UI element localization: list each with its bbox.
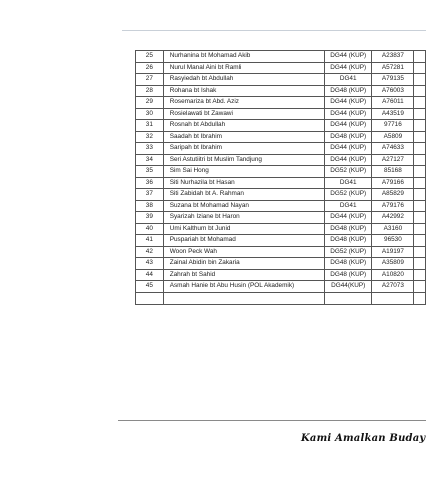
row-number: 32 (136, 131, 164, 143)
extra-cell (414, 51, 426, 63)
staff-grade: DG48 (KUP) (324, 131, 372, 143)
table-row (136, 166, 426, 178)
staff-id: A42992 (372, 212, 414, 224)
table-row (136, 177, 426, 189)
staff-name: Woon Peck Wah (163, 246, 324, 258)
staff-name: Rasyiedah bt Abdullah (163, 74, 324, 86)
extra-cell (414, 246, 426, 258)
row-number: 28 (136, 85, 164, 97)
extra-cell (414, 177, 426, 189)
row-number: 30 (136, 108, 164, 120)
row-number: 25 (136, 51, 164, 63)
staff-name: Suzana bt Mohamad Nayan (163, 200, 324, 212)
staff-grade: DG48 (KUP) (324, 223, 372, 235)
staff-name: Puspariah bt Mohamad (163, 235, 324, 247)
row-number: 29 (136, 97, 164, 109)
table-row (136, 269, 426, 281)
staff-grade: DG44 (KUP) (324, 120, 372, 132)
row-number: 45 (136, 281, 164, 293)
row-number: 35 (136, 166, 164, 178)
staff-grade: DG41 (324, 177, 372, 189)
table-row (136, 131, 426, 143)
row-number: 26 (136, 62, 164, 74)
staff-id: A23837 (372, 51, 414, 63)
staff-name: Saripah bt Ibrahim (163, 143, 324, 155)
empty-cell (414, 292, 426, 304)
table-row (136, 108, 426, 120)
table-row (136, 97, 426, 109)
staff-name: Siti Nurhazila bt Hasan (163, 177, 324, 189)
staff-grade: DG44(KUP) (324, 281, 372, 293)
staff-grade: DG48 (KUP) (324, 258, 372, 270)
row-number: 42 (136, 246, 164, 258)
staff-name: Rohana bt Ishak (163, 85, 324, 97)
staff-id: A10820 (372, 269, 414, 281)
extra-cell (414, 108, 426, 120)
row-number: 40 (136, 223, 164, 235)
extra-cell (414, 212, 426, 224)
staff-grade: DG44 (KUP) (324, 62, 372, 74)
staff-id: 85168 (372, 166, 414, 178)
staff-id: A27127 (372, 154, 414, 166)
table-row (136, 212, 426, 224)
extra-cell (414, 269, 426, 281)
staff-grade: DG52 (KUP) (324, 246, 372, 258)
staff-id: A3160 (372, 223, 414, 235)
row-number: 44 (136, 269, 164, 281)
staff-grade: DG52 (KUP) (324, 166, 372, 178)
staff-name: Umi Kalthum bt Junid (163, 223, 324, 235)
staff-grade: DG41 (324, 200, 372, 212)
staff-name: Rosielawati bt Zawawi (163, 108, 324, 120)
staff-id: A19197 (372, 246, 414, 258)
extra-cell (414, 189, 426, 201)
staff-name: Seri Astutiitri bt Muslim Tandjung (163, 154, 324, 166)
staff-id: A27073 (372, 281, 414, 293)
extra-cell (414, 258, 426, 270)
header-divider (122, 30, 426, 31)
extra-cell (414, 281, 426, 293)
staff-grade: DG44 (KUP) (324, 51, 372, 63)
row-number: 38 (136, 200, 164, 212)
extra-cell (414, 74, 426, 86)
staff-name: Nurul Manal Aini bt Ramli (163, 62, 324, 74)
table-row (136, 246, 426, 258)
staff-id: A35809 (372, 258, 414, 270)
staff-table-body (136, 51, 426, 305)
staff-grade: DG48 (KUP) (324, 85, 372, 97)
staff-grade: DG44 (KUP) (324, 154, 372, 166)
empty-cell (136, 292, 164, 304)
staff-name: Zahrah bt Sahid (163, 269, 324, 281)
row-number: 41 (136, 235, 164, 247)
table-row (136, 51, 426, 63)
staff-id: A79166 (372, 177, 414, 189)
footer-divider (118, 420, 426, 421)
table-row (136, 258, 426, 270)
staff-table (135, 50, 426, 305)
staff-id: A85829 (372, 189, 414, 201)
staff-grade: DG48 (KUP) (324, 235, 372, 247)
table-row (136, 154, 426, 166)
table-row (136, 62, 426, 74)
extra-cell (414, 166, 426, 178)
staff-id: A57281 (372, 62, 414, 74)
staff-id: 96530 (372, 235, 414, 247)
staff-id: A43519 (372, 108, 414, 120)
staff-name: Saadah bt Ibrahim (163, 131, 324, 143)
row-number: 27 (136, 74, 164, 86)
staff-grade: DG44 (KUP) (324, 108, 372, 120)
staff-name: Nurhanina bt Mohamad Akib (163, 51, 324, 63)
staff-name: Syarizah Iziane bt Haron (163, 212, 324, 224)
extra-cell (414, 97, 426, 109)
staff-name: Rosemariza bt Abd. Aziz (163, 97, 324, 109)
staff-id: A74633 (372, 143, 414, 155)
staff-id: A5809 (372, 131, 414, 143)
table-row (136, 74, 426, 86)
extra-cell (414, 143, 426, 155)
extra-cell (414, 235, 426, 247)
staff-id: A79176 (372, 200, 414, 212)
row-number: 34 (136, 154, 164, 166)
staff-name: Siti Zabidah bt A. Rahman (163, 189, 324, 201)
staff-id: A76003 (372, 85, 414, 97)
table-row (136, 143, 426, 155)
row-number: 36 (136, 177, 164, 189)
staff-grade: DG44 (KUP) (324, 212, 372, 224)
extra-cell (414, 154, 426, 166)
staff-grade: DG41 (324, 74, 372, 86)
table-row (136, 281, 426, 293)
staff-name: Zainal Abidin bin Zakaria (163, 258, 324, 270)
table-row (136, 223, 426, 235)
extra-cell (414, 223, 426, 235)
extra-cell (414, 120, 426, 132)
staff-name: Asmah Hanie bt Abu Husin (POL Akademik) (163, 281, 324, 293)
row-number: 31 (136, 120, 164, 132)
staff-id: 97716 (372, 120, 414, 132)
table-row (136, 120, 426, 132)
table-row-empty (136, 292, 426, 304)
table-row (136, 189, 426, 201)
row-number: 33 (136, 143, 164, 155)
staff-grade: DG48 (KUP) (324, 269, 372, 281)
staff-id: A76011 (372, 97, 414, 109)
staff-name: Sim Sai Hong (163, 166, 324, 178)
extra-cell (414, 85, 426, 97)
extra-cell (414, 131, 426, 143)
staff-id: A79135 (372, 74, 414, 86)
empty-cell (324, 292, 372, 304)
empty-cell (372, 292, 414, 304)
table-row (136, 85, 426, 97)
row-number: 39 (136, 212, 164, 224)
table-row (136, 235, 426, 247)
footer-motto: Kami Amalkan Buday (301, 433, 426, 444)
row-number: 43 (136, 258, 164, 270)
extra-cell (414, 200, 426, 212)
table-row (136, 200, 426, 212)
staff-name: Rosnah bt Abdullah (163, 120, 324, 132)
staff-grade: DG52 (KUP) (324, 189, 372, 201)
row-number: 37 (136, 189, 164, 201)
empty-cell (163, 292, 324, 304)
staff-grade: DG44 (KUP) (324, 97, 372, 109)
staff-grade: DG44 (KUP) (324, 143, 372, 155)
extra-cell (414, 62, 426, 74)
